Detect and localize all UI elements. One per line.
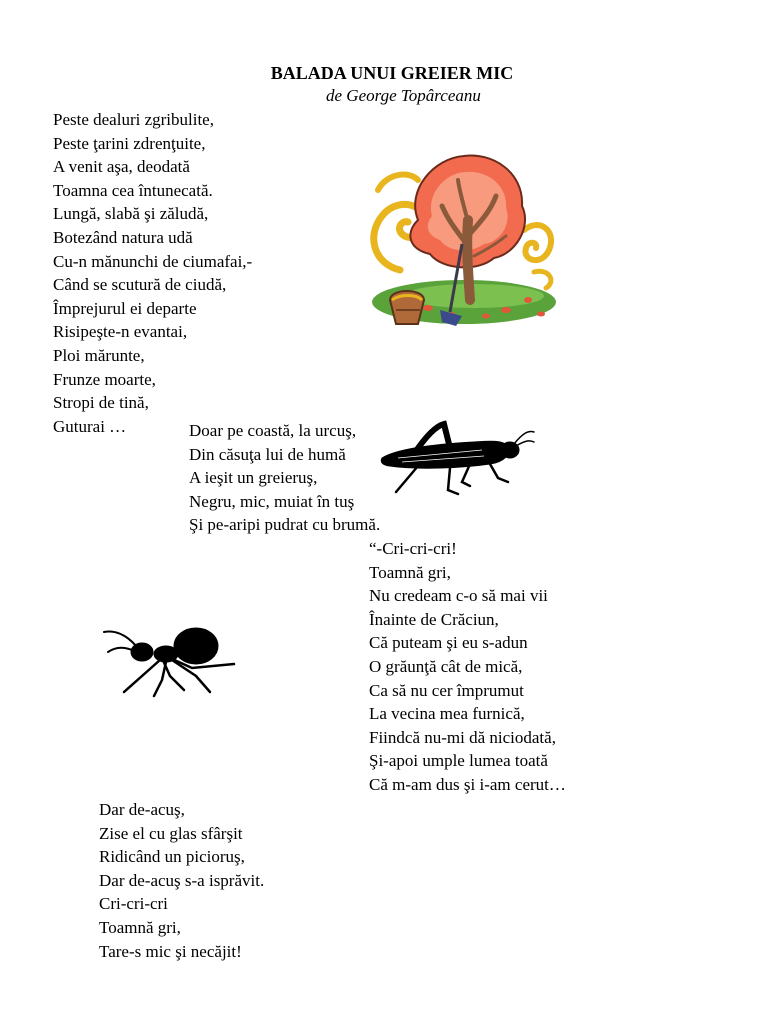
poem-line: Că m-am dus şi i-am cerut… [369, 774, 566, 794]
grasshopper-leg [448, 468, 458, 494]
bottom-right-swirl [534, 271, 551, 288]
ant-leg [124, 660, 160, 692]
ant-abdomen [174, 628, 218, 664]
poem-line: Şi pe-aripi pudrat cu brumă. [189, 515, 381, 535]
poem-line: A ieşit un greieruş, [189, 468, 318, 488]
poem-line: Cri-cri-cri [99, 894, 168, 914]
stanza-2 [189, 419, 380, 537]
poem-line: Nu credeam c-o să mai vii [369, 586, 548, 606]
poem-line: Ridicând un picioruş, [99, 847, 245, 867]
poem-line: Negru, mic, muiat în tuş [189, 491, 355, 511]
poem-line: “-Cri-cri-cri! [369, 539, 457, 558]
ant-head [131, 643, 153, 661]
grasshopper-head [501, 442, 519, 458]
poem-line: Doar pe coastă, la urcuş, [189, 421, 357, 440]
poem-line: Că puteam şi eu s-adun [369, 633, 528, 653]
poem-line: Fiindcă nu-mi dă niciodată, [369, 727, 556, 747]
poem-line: Dar de-acuş s-a isprăvit. [99, 870, 265, 890]
basket-icon [390, 291, 424, 324]
poem-line: Zise el cu glas sfârşit [99, 823, 243, 843]
poem-line: Peste ţarini zdrenţuite, [53, 133, 206, 153]
grasshopper-antenna [516, 441, 534, 446]
poem-line: Guturai … [53, 416, 127, 436]
poem-line: Şi-apoi umple lumea toată [369, 751, 548, 771]
grasshopper-illustration [378, 420, 536, 502]
poem-line: Risipeşte-n evantai, [53, 322, 188, 342]
poem-line: Toamna cea întunecată. [53, 180, 213, 200]
poem-line: Toamnă gri, [369, 562, 451, 582]
poem-line: Ca să nu cer împrumut [369, 680, 524, 700]
ant-leg [154, 662, 166, 696]
poem-line: Când se scutură de ciudă, [53, 275, 227, 295]
poem-line: A venit aşa, deodată [53, 157, 190, 177]
right-swirl [524, 225, 551, 260]
poem-line: Împrejurul ei departe [53, 298, 197, 318]
ant-waist [173, 648, 183, 656]
poem-line: Din căsuţa lui de humă [189, 444, 346, 464]
ant-illustration [100, 618, 238, 698]
poem-line: Frunze moarte, [53, 369, 156, 389]
poem-line: La vecina mea furnică, [369, 704, 525, 724]
poem-line: Ploi mărunte, [53, 345, 145, 365]
autumn-tree-illustration [356, 150, 560, 330]
poem-line: Înainte de Crăciun, [369, 609, 499, 629]
ant-leg [172, 660, 210, 692]
poem-line: Toamnă gri, [99, 917, 181, 937]
ant-antenna [104, 632, 136, 646]
grasshopper-hind-shin [396, 466, 418, 492]
stanza-1 [53, 108, 252, 438]
top-left-swirl [378, 175, 418, 190]
poem-line: Lungă, slabă şi zăludă, [53, 204, 209, 224]
poem-line: Cu-n mănunchi de ciumafai,- [53, 251, 253, 271]
poem-line: Botezând natura udă [53, 227, 193, 247]
poem-line: O grăunţă cât de mică, [369, 656, 523, 676]
poem-title: BALADA UNUI GREIER MIC [270, 63, 514, 83]
poem-line: Tare-s mic şi necăjit! [99, 941, 242, 961]
poem-line: Dar de-acuş, [99, 800, 185, 819]
ant-antenna [108, 648, 132, 652]
poem-line: Stropi de tină, [53, 393, 149, 413]
poem-author: de George Topârceanu [326, 86, 481, 105]
grasshopper-leg [490, 464, 508, 482]
stanza-4 [99, 798, 264, 963]
stanza-3 [369, 537, 566, 797]
poem-line: Peste dealuri zgribulite, [53, 110, 214, 129]
